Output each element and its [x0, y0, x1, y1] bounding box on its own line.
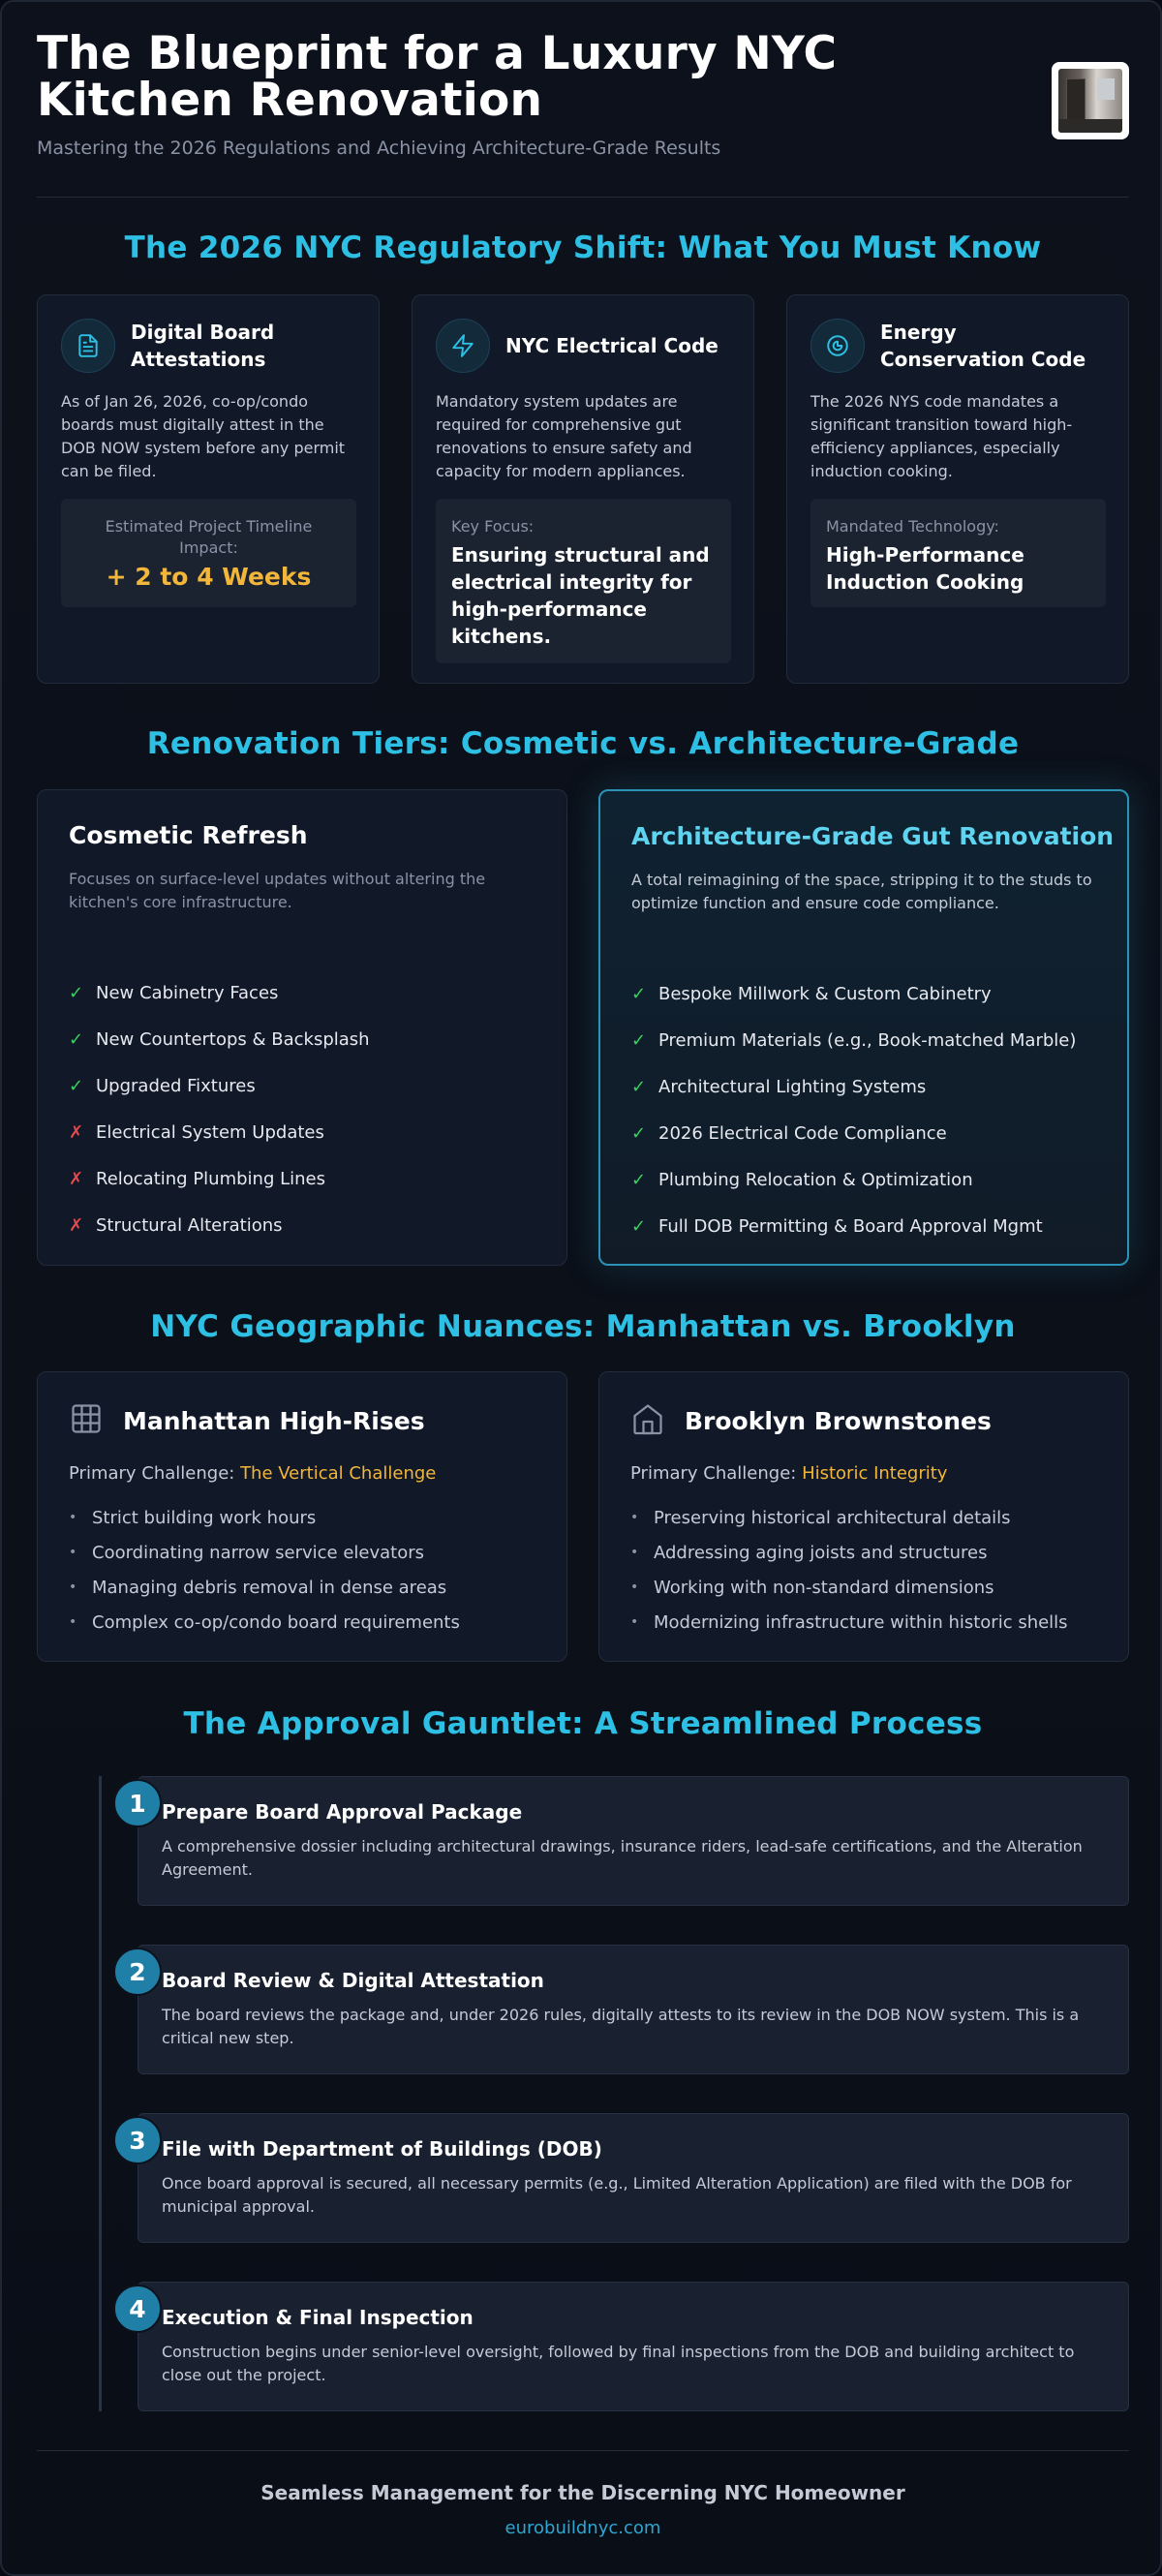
footer-website-link[interactable]: eurobuildnyc.com: [505, 2518, 661, 2538]
box-label: Mandated Technology:: [826, 517, 999, 536]
challenge-value: The Vertical Challenge: [240, 1463, 437, 1484]
challenge-list: [630, 1500, 1068, 1640]
kitchen-thumbnail-image: [1052, 62, 1129, 139]
check-icon: ✓: [631, 1122, 647, 1144]
timeline-impact-box: [61, 499, 356, 607]
step-text: A comprehensive dossier including architectural drawings, insurance riders, lead-safe certifications, and the Alteration Agreement.: [162, 1837, 1083, 1879]
check-icon: ✓: [631, 1076, 647, 1097]
list-item-label: Preserving historical architectural details: [654, 1507, 1011, 1528]
list-item-label: Modernizing infrastructure within historic shells: [654, 1611, 1068, 1633]
check-icon: ✓: [69, 1028, 84, 1050]
building-grid-icon: [69, 1401, 104, 1440]
step-number-badge: 3: [113, 2116, 162, 2164]
check-icon: ✓: [69, 982, 84, 1003]
list-item-label: Strict building work hours: [92, 1507, 317, 1528]
reg-card-title: Energy Conservation Code: [880, 321, 1086, 371]
mandated-tech-box: [810, 499, 1106, 607]
tier-card-architecture-grade: [598, 789, 1129, 1266]
header: [37, 27, 1129, 198]
feature-label: Upgraded Fixtures: [96, 1075, 256, 1096]
challenge-value: Historic Integrity: [802, 1463, 948, 1484]
list-item: [69, 1062, 370, 1109]
tier-title: Architecture-Grade Gut Renovation: [631, 822, 1115, 850]
step-text: Once board approval is secured, all necessary permits (e.g., Limited Alteration Application) are filed with the DOB for municipal approval.: [162, 2174, 1072, 2216]
feature-label: Architectural Lighting Systems: [658, 1076, 927, 1097]
list-item: [69, 1155, 370, 1202]
check-icon: ✓: [631, 1215, 647, 1237]
house-icon: [630, 1401, 665, 1440]
step-text: Construction begins under senior-level oversight, followed by final inspections from the DOB and building architect to close out the project.: [162, 2343, 1075, 2384]
list-item-label: Coordinating narrow service elevators: [92, 1542, 425, 1563]
document-icon: [61, 319, 115, 373]
feature-label: Full DOB Permitting & Board Approval Mgmt: [658, 1215, 1043, 1237]
list-item: [69, 969, 370, 1016]
lightning-icon: [436, 319, 490, 373]
reg-card-energy-code: [786, 294, 1129, 684]
list-item: [631, 1017, 1076, 1063]
regulatory-heading: The 2026 NYC Regulatory Shift: What You Must Know: [124, 230, 1042, 265]
page-title: The Blueprint for a Luxury NYC Kitchen Renovation: [37, 27, 838, 127]
tier-feature-list: [69, 969, 370, 1248]
step-title: File with Department of Buildings (DOB): [162, 2137, 602, 2161]
geo-title: Manhattan High-Rises: [123, 1406, 425, 1435]
step-number-badge: 1: [113, 1779, 162, 1827]
list-item-label: Managing debris removal in dense areas: [92, 1577, 447, 1598]
check-icon: ✓: [631, 983, 647, 1004]
list-item-label: Complex co-op/condo board requirements: [92, 1611, 460, 1633]
feature-label: New Cabinetry Faces: [96, 982, 279, 1003]
step-card-4: [138, 2282, 1129, 2411]
process-heading: The Approval Gauntlet: A Streamlined Process: [183, 1706, 983, 1741]
list-item: [631, 1063, 1076, 1110]
step-card-2: [138, 1945, 1129, 2074]
reg-card-text: As of Jan 26, 2026, co-op/condo boards must digitally attest in the DOB NOW system before any permit can be filed.: [61, 392, 346, 480]
step-text: The board reviews the package and, under 2026 rules, digitally attests to its review in the DOB NOW system. This is a critical new step.: [162, 2006, 1080, 2047]
list-item: [631, 1203, 1076, 1249]
box-value: High-Performance Induction Cooking: [826, 543, 1024, 594]
check-icon: ✓: [69, 1075, 84, 1096]
list-item: [69, 1109, 370, 1155]
list-item: • Managing debris removal in dense areas: [69, 1577, 447, 1598]
reg-card-text: The 2026 NYS code mandates a significant transition toward high-efficiency appliances, especially induction cooking.: [810, 392, 1073, 480]
list-item: • Working with non-standard dimensions: [630, 1577, 994, 1598]
list-item: [69, 1016, 370, 1062]
challenge-list: [69, 1500, 460, 1640]
page-subtitle: Mastering the 2026 Regulations and Achieving Architecture-Grade Results: [37, 138, 721, 159]
feature-label: New Countertops & Backsplash: [96, 1028, 370, 1050]
feature-label: Premium Materials (e.g., Book-matched Marble): [658, 1029, 1077, 1051]
challenge-label: Primary Challenge:: [630, 1463, 803, 1484]
step-title: Board Review & Digital Attestation: [162, 1969, 544, 1992]
list-item-label: Addressing aging joists and structures: [654, 1542, 988, 1563]
step-number-badge: 2: [113, 1947, 162, 1996]
feature-label: Bespoke Millwork & Custom Cabinetry: [658, 983, 992, 1004]
step-card-1: [138, 1776, 1129, 1906]
geo-card-brooklyn: [598, 1371, 1129, 1662]
list-item: • Modernizing infrastructure within historic shells: [630, 1611, 1068, 1633]
key-focus-box: [436, 499, 731, 663]
tier-description: Focuses on surface-level updates without altering the kitchen's core infrastructure.: [69, 870, 486, 911]
geography-heading: NYC Geographic Nuances: Manhattan vs. Brooklyn: [150, 1309, 1016, 1344]
geo-title: Brooklyn Brownstones: [685, 1406, 992, 1435]
challenge-label: Primary Challenge:: [69, 1463, 241, 1484]
list-item: [69, 1202, 370, 1248]
tiers-heading: Renovation Tiers: Cosmetic vs. Architecture-Grade: [146, 726, 1020, 761]
list-item-label: Working with non-standard dimensions: [654, 1577, 994, 1598]
box-label: Estimated Project Timeline Impact:: [105, 517, 313, 557]
list-item: • Strict building work hours: [69, 1507, 317, 1528]
timeline-line: [99, 1776, 102, 2411]
footer-tagline: Seamless Management for the Discerning NYC Homeowner: [260, 2481, 905, 2504]
geo-card-manhattan: [37, 1371, 567, 1662]
cross-icon: ✗: [69, 1121, 84, 1143]
tier-title: Cosmetic Refresh: [69, 821, 308, 849]
feature-label: 2026 Electrical Code Compliance: [658, 1122, 947, 1144]
step-title: Prepare Board Approval Package: [162, 1800, 523, 1824]
box-value: + 2 to 4 Weeks: [106, 563, 312, 591]
footer-divider: [37, 2450, 1129, 2451]
cross-icon: ✗: [69, 1214, 84, 1236]
list-item: [631, 1156, 1076, 1203]
energy-icon: [810, 319, 865, 373]
box-label: Key Focus:: [451, 517, 535, 536]
step-number-badge: 4: [113, 2285, 162, 2333]
check-icon: ✓: [631, 1029, 647, 1051]
list-item: • Addressing aging joists and structures: [630, 1542, 988, 1563]
feature-label: Structural Alterations: [96, 1214, 283, 1236]
check-icon: ✓: [631, 1169, 647, 1190]
tier-card-cosmetic: [37, 789, 567, 1266]
feature-label: Relocating Plumbing Lines: [96, 1168, 325, 1189]
reg-card-title: NYC Electrical Code: [505, 334, 719, 357]
list-item: • Preserving historical architectural details: [630, 1507, 1011, 1528]
step-title: Execution & Final Inspection: [162, 2306, 474, 2329]
primary-challenge: [630, 1463, 947, 1484]
cross-icon: ✗: [69, 1168, 84, 1189]
feature-label: Electrical System Updates: [96, 1121, 324, 1143]
list-item: [631, 970, 1076, 1017]
primary-challenge: [69, 1463, 436, 1484]
box-value: Ensuring structural and electrical integrity for high-performance kitchens.: [451, 543, 710, 648]
reg-card-text: Mandatory system updates are required for comprehensive gut renovations to ensure safety and capacity for modern appliances.: [436, 392, 692, 480]
list-item: • Coordinating narrow service elevators: [69, 1542, 425, 1563]
reg-card-title: Digital Board Attestations: [131, 321, 275, 371]
reg-card-board-attestations: [37, 294, 380, 684]
reg-card-electrical-code: [412, 294, 754, 684]
step-card-3: [138, 2113, 1129, 2243]
feature-label: Plumbing Relocation & Optimization: [658, 1169, 973, 1190]
list-item: • Complex co-op/condo board requirements: [69, 1611, 460, 1633]
tier-description: A total reimagining of the space, stripping it to the studs to optimize function and ensure code compliance.: [631, 871, 1092, 912]
list-item: [631, 1110, 1076, 1156]
tier-feature-list: [631, 970, 1076, 1249]
